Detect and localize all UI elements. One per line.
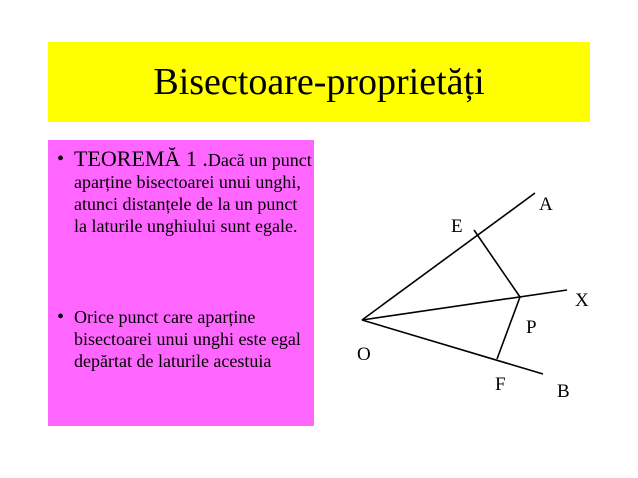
theorem-statement: Dacă un punct aparține bisectoarei unui unghi, atunci distanțele de la un punct la laturile unghiului sunt egale.: [74, 150, 312, 236]
label-a: A: [539, 194, 553, 215]
slide-title: Bisectoare-proprietăți: [153, 61, 485, 103]
segment-pe: [474, 230, 520, 297]
bullet-dot-icon: •: [57, 148, 65, 170]
label-p: P: [526, 317, 537, 338]
label-x: X: [575, 290, 589, 311]
label-b: B: [557, 381, 570, 402]
ray-ob: [362, 320, 543, 374]
bisector-ox: [362, 290, 567, 320]
ray-oa: [362, 193, 535, 320]
label-o: O: [357, 344, 371, 365]
bullet-dot-icon: •: [57, 306, 65, 328]
theorem-lead: TEOREMĂ 1 .: [74, 146, 208, 171]
segment-pf: [497, 297, 520, 359]
label-f: F: [495, 374, 506, 395]
bullet-corollary-text: Orice punct care aparține bisectoarei unui unghi este egal depărtat de laturile acestuia: [74, 307, 301, 371]
label-e: E: [451, 216, 463, 237]
